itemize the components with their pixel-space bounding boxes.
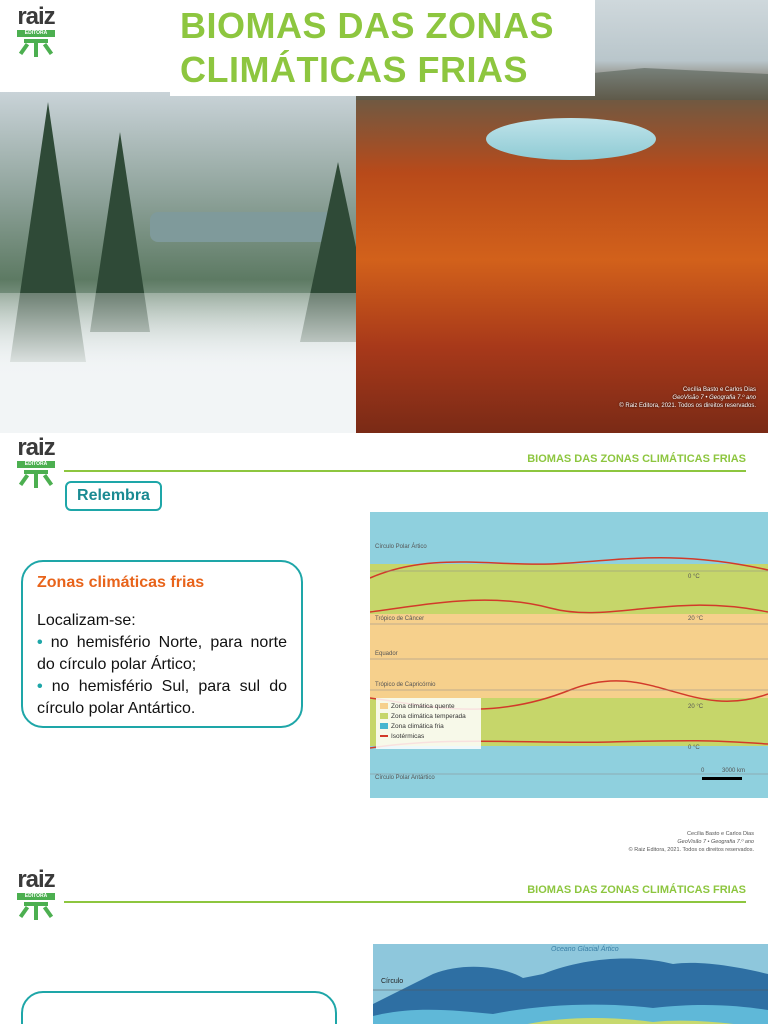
snow-ground bbox=[0, 293, 358, 433]
arrow-icon bbox=[16, 39, 56, 57]
raiz-logo: raiz EDITORA bbox=[12, 437, 60, 491]
section-header: BIOMAS DAS ZONAS CLIMÁTICAS FRIAS bbox=[527, 884, 746, 896]
map-legend: Zona climática quente Zona climática temperada Zona climática fria Isotérmicas bbox=[376, 698, 481, 749]
tundra-lake bbox=[486, 118, 656, 160]
photo-credit: Cecília Basto e Carlos Dias GeoVisão 7 • Geografia 7.º ano © Raiz Editora, 2021. Todos os direitos reservados. bbox=[619, 387, 756, 409]
section-header: BIOMAS DAS ZONAS CLIMÁTICAS FRIAS bbox=[527, 453, 746, 465]
relembra-slide bbox=[0, 433, 768, 853]
slide-3-partial bbox=[0, 853, 768, 1024]
info-title: Zonas climáticas frias bbox=[37, 574, 205, 591]
header-divider bbox=[64, 470, 746, 472]
cold-zones-map: Oceano Glacial Ártico Círculo bbox=[373, 944, 768, 1024]
relembra-label: Relembra bbox=[65, 481, 162, 511]
map-credit: Cecília Basto e Carlos Dias GeoVisão 7 • Geografia 7.º ano © Raiz Editora, 2021. Todos os direitos reservados. bbox=[628, 831, 754, 853]
slide-title: BIOMAS DAS ZONAS CLIMÁTICAS FRIAS bbox=[180, 5, 555, 90]
climate-zones-map: Círculo Polar Ártico Trópico de Câncer Equador Trópico de Capricórnio Círculo Polar Antártico 0 °C 20 °C 20 °C 0 °C 0 3000 km Zona climática quente Zona climática temperada Zona climática fria Isotérmicas bbox=[370, 512, 768, 798]
arrow-icon bbox=[16, 902, 56, 920]
scale-bar bbox=[702, 777, 742, 780]
taiga-photo bbox=[0, 92, 358, 433]
title-slide bbox=[0, 0, 768, 433]
arrow-icon bbox=[16, 470, 56, 488]
header-divider bbox=[64, 901, 746, 903]
raiz-logo: raiz EDITORA bbox=[12, 6, 60, 60]
info-text: Localizam-se: • no hemisfério Norte, para norte do círculo polar Ártico; • no hemisfério Sul, para sul do círculo polar Antártico. bbox=[37, 612, 287, 717]
info-box bbox=[21, 560, 303, 728]
isotherm-lines bbox=[370, 512, 768, 798]
raiz-logo: raiz EDITORA bbox=[12, 869, 60, 923]
info-box bbox=[21, 991, 337, 1024]
